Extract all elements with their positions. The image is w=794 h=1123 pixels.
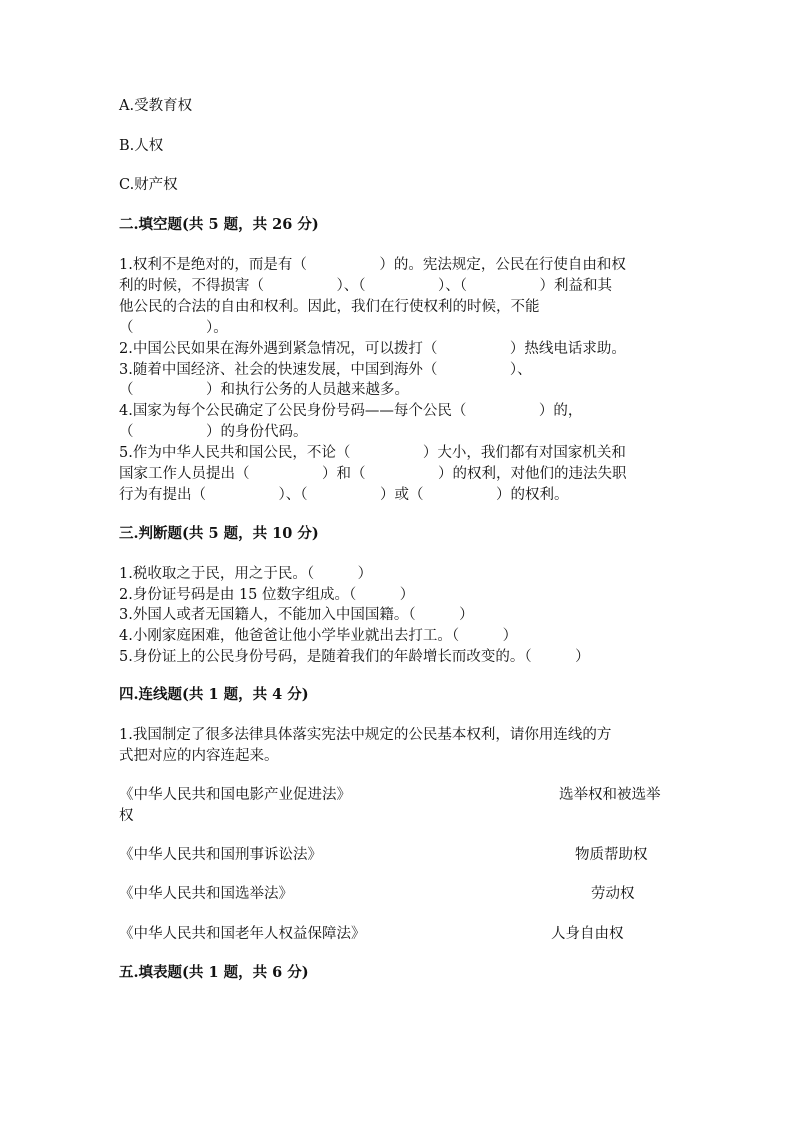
section-heading-fill-blank: 二.填空题(共 5 题，共 26 分) <box>119 216 319 233</box>
true-false-item: 3.外国人或者无国籍人，不能加入中国国籍。（ ） <box>119 607 474 623</box>
matching-intro-line: 1.我国制定了很多法律具体落实宪法中规定的公民基本权利，请你用连线的方 <box>119 727 612 743</box>
fill-blank-line: 1.权利不是绝对的，而是有（ ）的。宪法规定，公民在行使自由和权 <box>119 257 626 273</box>
fill-blank-line: （ ）的身份代码。 <box>119 424 308 440</box>
fill-blank-line: 3.随着中国经济、社会的快速发展，中国到海外（ ）、 <box>119 362 532 378</box>
matching-right-item: 人身自由权 <box>551 926 624 942</box>
fill-blank-line: 他公民的合法的自由和权利。因此，我们在行使权利的时候，不能 <box>119 299 540 315</box>
option-a: A.受教育权 <box>119 98 193 114</box>
option-c: C.财产权 <box>119 177 178 193</box>
fill-blank-line: （ ）和执行公务的人员越来越多。 <box>119 382 409 398</box>
true-false-item: 2.身份证号码是由 15 位数字组成。（ ） <box>119 587 415 603</box>
fill-blank-line: 5.作为中华人民共和国公民，不论（ ）大小，我们都有对国家机关和 <box>119 445 626 461</box>
section-heading-table: 五.填表题(共 1 题，共 6 分) <box>119 964 309 981</box>
true-false-item: 1.税收取之于民，用之于民。（ ） <box>119 566 373 582</box>
matching-left-item: 《中华人民共和国选举法》 <box>119 886 293 902</box>
matching-left-item: 《中华人民共和国老年人权益保障法》 <box>119 926 366 942</box>
matching-right-item: 物质帮助权 <box>575 847 648 863</box>
matching-left-item: 《中华人民共和国电影产业促进法》 <box>119 787 351 803</box>
option-b: B.人权 <box>119 138 164 154</box>
true-false-item: 5.身份证上的公民身份号码，是随着我们的年龄增长而改变的。（ ） <box>119 649 590 665</box>
matching-right-item-wrap: 权 <box>119 808 134 824</box>
matching-right-item: 劳动权 <box>591 886 635 902</box>
fill-blank-line: （ ）。 <box>119 320 228 336</box>
section-heading-matching: 四.连线题(共 1 题，共 4 分) <box>119 686 309 703</box>
matching-left-item: 《中华人民共和国刑事诉讼法》 <box>119 847 322 863</box>
matching-intro-line: 式把对应的内容连起来。 <box>119 748 279 764</box>
fill-blank-line: 利的时候，不得损害（ ）、（ ）、（ ）利益和其 <box>119 278 612 294</box>
true-false-item: 4.小刚家庭困难，他爸爸让他小学毕业就出去打工。（ ） <box>119 628 518 644</box>
section-heading-true-false: 三.判断题(共 5 题，共 10 分) <box>119 525 319 542</box>
matching-right-item: 选举权和被选举 <box>559 787 661 803</box>
fill-blank-line: 2.中国公民如果在海外遇到紧急情况，可以拨打（ ）热线电话求助。 <box>119 341 626 357</box>
fill-blank-line: 国家工作人员提出（ ）和（ ）的权利，对他们的违法失职 <box>119 466 627 482</box>
fill-blank-line: 4.国家为每个公民确定了公民身份号码——每个公民（ ）的， <box>119 403 583 419</box>
fill-blank-line: 行为有提出（ ）、（ ）或（ ）的权利。 <box>119 487 569 503</box>
